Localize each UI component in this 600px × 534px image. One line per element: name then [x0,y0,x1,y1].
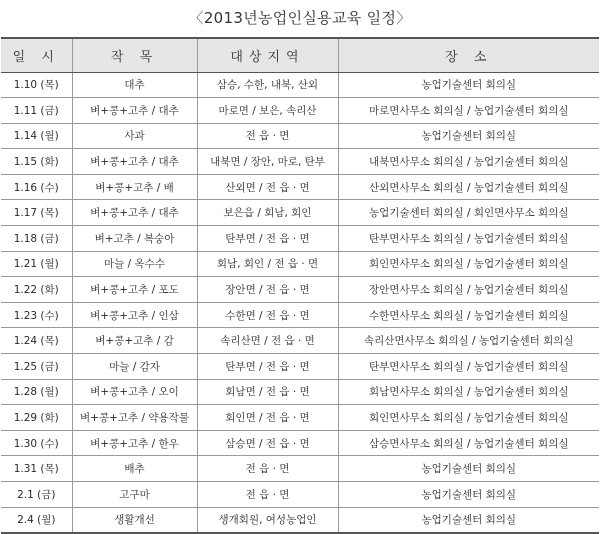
crop-cell: 배추 [72,456,197,482]
date-cell: 1.28 (월) [1,379,72,405]
place-cell: 회인면사무소 회의실 / 농업기술센터 회의실 [338,251,599,277]
table-row [1,123,599,149]
date-cell: 2.4 (월) [1,507,72,533]
area-cell: 삼승면 / 전 읍 · 면 [197,430,338,456]
crop-cell: 마늘 / 감자 [72,354,197,380]
date-cell: 1.31 (목) [1,456,72,482]
crop-cell: 벼+콩+고추 / 한우 [72,430,197,456]
crop-cell: 벼+콩+고추 / 인삼 [72,302,197,328]
place-cell: 회남면사무소 회의실 / 농업기술센터 회의실 [338,379,599,405]
area-cell: 회남면 / 전 읍 · 면 [197,379,338,405]
title-bracket-open: 〈 [188,9,204,27]
schedule-title [0,4,600,32]
table-row [1,302,599,328]
schedule-table [1,37,599,534]
area-cell: 보은읍 / 회남, 회인 [197,200,338,226]
crop-cell: 벼+콩+고추 / 감 [72,328,197,354]
crop-cell: 생활개선 [72,507,197,533]
place-cell: 마로면사무소 회의실 / 농업기술센터 회의실 [338,98,599,124]
area-cell: 전 읍 · 면 [197,123,338,149]
date-cell: 1.10 (목) [1,72,72,98]
place-cell: 회인면사무소 회의실 / 농업기술센터 회의실 [338,405,599,431]
area-cell: 수한면 / 전 읍 · 면 [197,302,338,328]
date-cell: 1.14 (월) [1,123,72,149]
place-cell: 농업기술센터 회의실 [338,72,599,98]
area-cell: 장안면 / 전 읍 · 면 [197,277,338,303]
crop-cell: 고구마 [72,482,197,508]
place-cell: 수한면사무소 회의실 / 농업기술센터 회의실 [338,302,599,328]
table-row [1,149,599,175]
area-cell: 삼승, 수한, 내북, 산외 [197,72,338,98]
date-cell: 1.25 (금) [1,354,72,380]
area-cell: 전 읍 · 면 [197,482,338,508]
table-row [1,456,599,482]
date-cell: 1.16 (수) [1,174,72,200]
date-cell: 1.29 (화) [1,405,72,431]
place-cell: 농업기술센터 회의실 / 회인면사무소 회의실 [338,200,599,226]
table-row [1,72,599,98]
area-cell: 탄부면 / 전 읍 · 면 [197,226,338,252]
date-cell: 1.30 (수) [1,430,72,456]
crop-cell: 벼+콩+고추 / 대추 [72,98,197,124]
table-row [1,98,599,124]
area-cell: 탄부면 / 전 읍 · 면 [197,354,338,380]
crop-cell: 벼+콩+고추 / 대추 [72,149,197,175]
area-cell: 내북면 / 장안, 마로, 탄부 [197,149,338,175]
area-cell: 산외면 / 전 읍 · 면 [197,174,338,200]
place-cell: 농업기술센터 회의실 [338,507,599,533]
table-row [1,430,599,456]
header-crop: 작 목 [72,38,197,72]
place-cell: 산외면사무소 회의실 / 농업기술센터 회의실 [338,174,599,200]
table-row [1,200,599,226]
place-cell: 내북면사무소 회의실 / 농업기술센터 회의실 [338,149,599,175]
place-cell: 탄부면사무소 회의실 / 농업기술센터 회의실 [338,226,599,252]
table-row [1,174,599,200]
date-cell: 1.11 (금) [1,98,72,124]
date-cell: 1.21 (월) [1,251,72,277]
table-row [1,482,599,508]
date-cell: 1.17 (목) [1,200,72,226]
crop-cell: 대추 [72,72,197,98]
header-row [1,38,599,72]
title-text: 2013년농업인실용교육 일정 [203,9,397,27]
date-cell: 1.22 (화) [1,277,72,303]
crop-cell: 벼+고추 / 복숭아 [72,226,197,252]
area-cell: 회남, 회인 / 전 읍 · 면 [197,251,338,277]
table-row [1,379,599,405]
place-cell: 농업기술센터 회의실 [338,456,599,482]
crop-cell: 벼+콩+고추 / 오이 [72,379,197,405]
crop-cell: 벼+콩+고추 / 배 [72,174,197,200]
date-cell: 1.15 (화) [1,149,72,175]
place-cell: 속리산면사무소 회의실 / 농업기술센터 회의실 [338,328,599,354]
table-row [1,507,599,533]
crop-cell: 벼+콩+고추 / 대추 [72,200,197,226]
table-row [1,354,599,380]
title-bracket-close: 〉 [396,9,412,27]
crop-cell: 사과 [72,123,197,149]
date-cell: 1.24 (목) [1,328,72,354]
table-row [1,328,599,354]
date-cell: 1.18 (금) [1,226,72,252]
place-cell: 장안면사무소 회의실 / 농업기술센터 회의실 [338,277,599,303]
area-cell: 생개회원, 여성농업인 [197,507,338,533]
crop-cell: 마늘 / 옥수수 [72,251,197,277]
header-area: 대상지역 [197,38,338,72]
place-cell: 삼승면사무소 회의실 / 농업기술센터 회의실 [338,430,599,456]
date-cell: 1.23 (수) [1,302,72,328]
crop-cell: 벼+콩+고추 / 약용작물 [72,405,197,431]
table-row [1,405,599,431]
crop-cell: 벼+콩+고추 / 포도 [72,277,197,303]
table-row [1,251,599,277]
header-date: 일 시 [1,38,72,72]
area-cell: 전 읍 · 면 [197,456,338,482]
table-row [1,226,599,252]
area-cell: 마로면 / 보은, 속리산 [197,98,338,124]
place-cell: 탄부면사무소 회의실 / 농업기술센터 회의실 [338,354,599,380]
table-row [1,277,599,303]
area-cell: 속리산면 / 전 읍 · 면 [197,328,338,354]
area-cell: 회인면 / 전 읍 · 면 [197,405,338,431]
header-place: 장 소 [338,38,599,72]
place-cell: 농업기술센터 회의실 [338,482,599,508]
date-cell: 2.1 (금) [1,482,72,508]
place-cell: 농업기술센터 회의실 [338,123,599,149]
